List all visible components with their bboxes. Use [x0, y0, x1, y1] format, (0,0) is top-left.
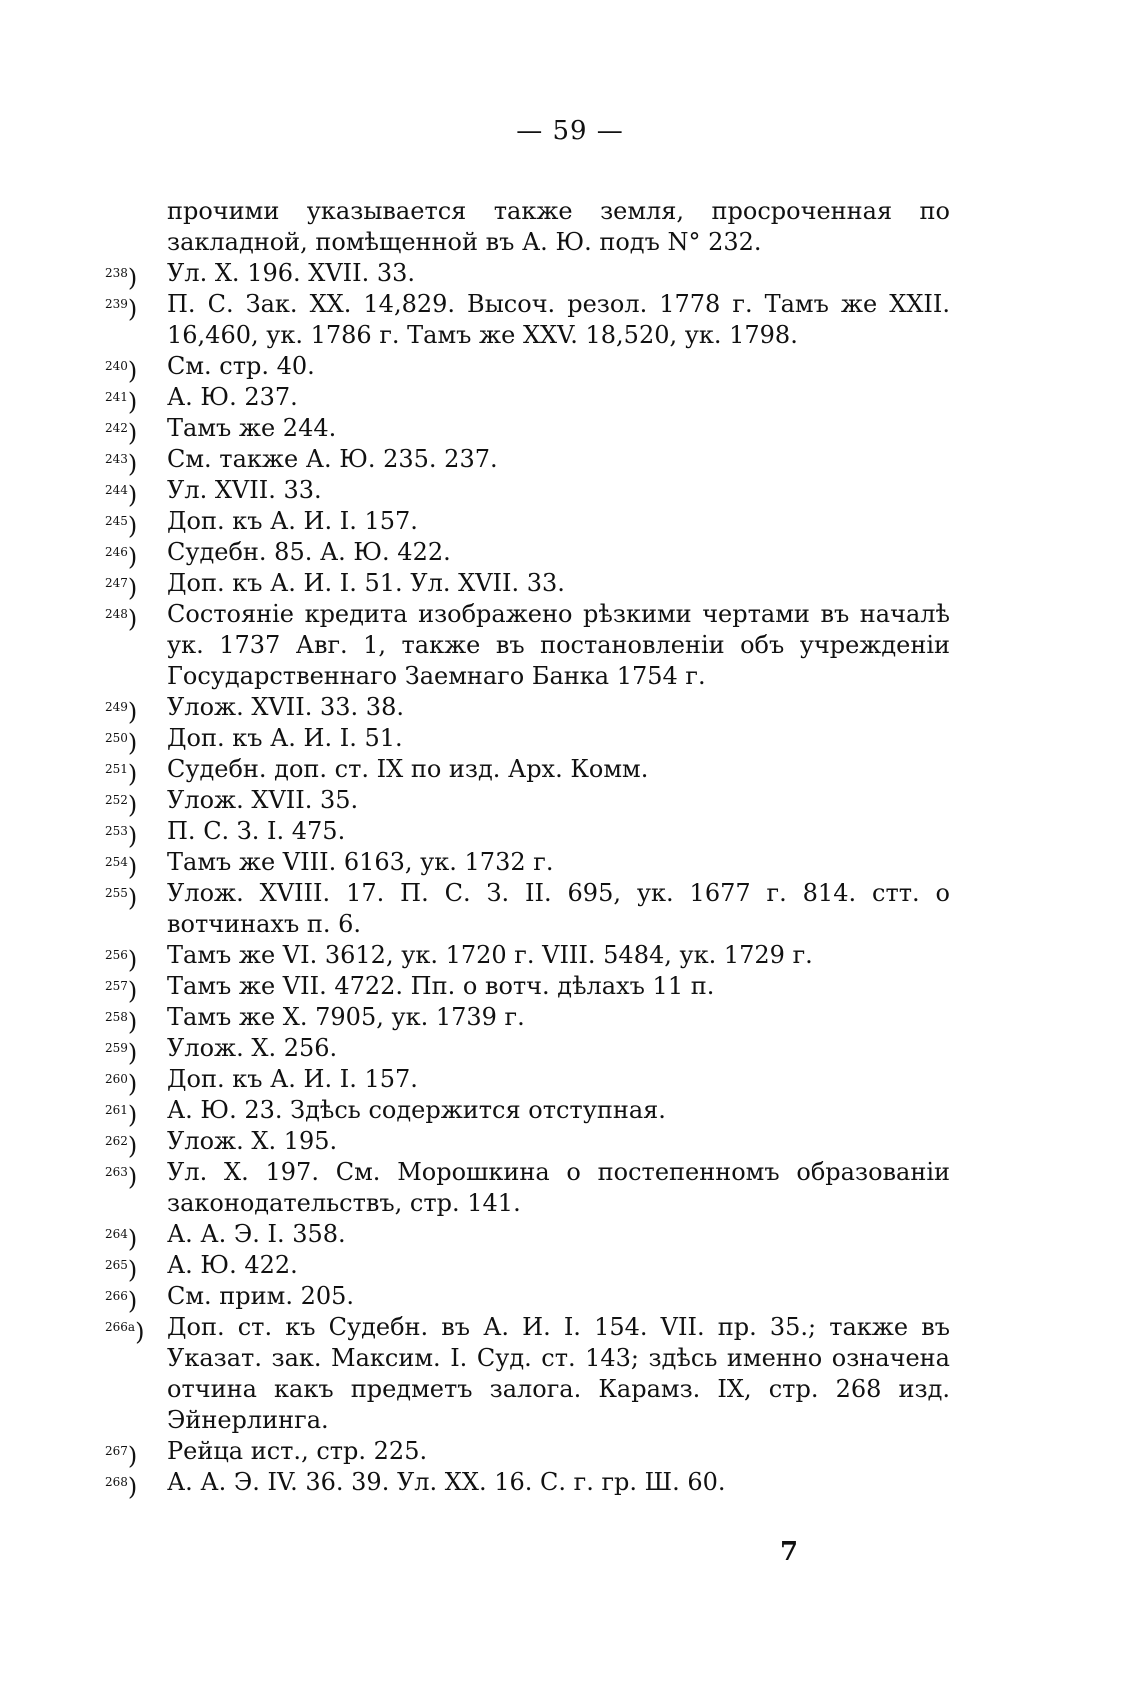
footnote-text: А. А. Э. IV. 36. 39. Ул. XX. 16. С. г. гр. Ш. 60.	[167, 1468, 726, 1496]
footnote-number-value: 242	[105, 421, 128, 435]
footnote-text: Доп. ст. къ Судебн. въ А. И. I. 154. VII. пр. 35.; также въ Указат. зак. Максим. I. Суд. ст. 143; здѣсь именно означена отчина какъ предметъ залога. Карамз. IX, стр. 268 изд. Эйнерлинга.	[167, 1313, 950, 1434]
footnotes-block	[105, 196, 950, 1501]
footnote-text: Улож. XVII. 35.	[167, 786, 359, 814]
footnote-number-value: 266	[105, 1289, 128, 1303]
footnote-text: Улож. X. 256.	[167, 1034, 338, 1062]
footnote-number: $^{268}$)	[105, 1473, 138, 1501]
footnote-item	[105, 351, 950, 385]
footnote-text: П. С. З. I. 475.	[167, 817, 346, 845]
footnote-number: $^{266}$)	[105, 1287, 138, 1315]
printer-signature-mark: 7	[780, 1537, 799, 1567]
footnote-number: $^{267}$)	[105, 1442, 138, 1470]
footnote-number: $^{238}$)	[105, 264, 138, 292]
footnote-number-value: 261	[105, 1103, 128, 1117]
footnote-item	[105, 475, 950, 509]
footnote-item	[105, 816, 950, 850]
footnote-text: Ул. X. 197. См. Морошкина о постепенномъ образованіи законодательствъ, стр. 141.	[167, 1158, 950, 1217]
footnote-item	[105, 1219, 950, 1253]
footnote-number-value: 248	[105, 607, 128, 621]
footnote-number-value: 258	[105, 1010, 128, 1024]
footnote-number: $^{249}$)	[105, 698, 138, 726]
footnote-item	[105, 940, 950, 974]
footnote-number: $^{258}$)	[105, 1008, 138, 1036]
footnote-number: $^{259}$)	[105, 1039, 138, 1067]
footnote-number-value: 265	[105, 1258, 128, 1272]
footnote-number: $^{255}$)	[105, 884, 138, 912]
footnote-item	[105, 1002, 950, 1036]
footnote-item	[105, 599, 950, 692]
footnote-number-value: 238	[105, 266, 128, 280]
footnote-number: $^{244}$)	[105, 481, 138, 509]
footnote-item	[105, 971, 950, 1005]
footnote-text: Улож. XVII. 33. 38.	[167, 693, 404, 721]
footnote-number: $^{257}$)	[105, 977, 138, 1005]
footnote-number: $^{266a}$)	[105, 1318, 145, 1346]
footnote-number-value: 245	[105, 514, 128, 528]
footnote-item	[105, 754, 950, 788]
footnote-number: $^{241}$)	[105, 388, 138, 416]
footnote-number-value: 268	[105, 1475, 128, 1489]
footnote-number-value: 257	[105, 979, 128, 993]
footnote-text: Судебн. 85. А. Ю. 422.	[167, 538, 451, 566]
footnote-number-value: 264	[105, 1227, 128, 1241]
footnote-item	[105, 1467, 950, 1501]
footnote-number-value: 263	[105, 1165, 128, 1179]
footnote-text: А. Ю. 23. Здѣсь содержится отступная.	[167, 1096, 666, 1124]
footnote-number: $^{248}$)	[105, 605, 138, 633]
footnote-number: $^{256}$)	[105, 946, 138, 974]
footnote-text: См. также А. Ю. 235. 237.	[167, 445, 498, 473]
footnote-number: $^{254}$)	[105, 853, 138, 881]
footnote-text: А. Ю. 422.	[167, 1251, 298, 1279]
footnote-number: $^{260}$)	[105, 1070, 138, 1098]
footnote-item	[105, 444, 950, 478]
footnote-text: П. С. Зак. XX. 14,829. Высоч. резол. 1778 г. Тамъ же XXII. 16,460, ук. 1786 г. Тамъ же XXV. 18,520, ук. 1798.	[167, 290, 950, 349]
footnote-text: Судебн. доп. ст. IX по изд. Арх. Комм.	[167, 755, 649, 783]
footnote-number-value: 252	[105, 793, 128, 807]
footnote-text: Тамъ же VIII. 6163, ук. 1732 г.	[167, 848, 554, 876]
footnote-number: $^{263}$)	[105, 1163, 138, 1191]
footnote-number: $^{264}$)	[105, 1225, 138, 1253]
footnote-number: $^{252}$)	[105, 791, 138, 819]
footnote-item	[105, 1250, 950, 1284]
footnote-item	[105, 506, 950, 540]
footnote-number-value: 244	[105, 483, 128, 497]
footnote-number-value: 243	[105, 452, 128, 466]
footnote-text: Доп. къ А. И. I. 157.	[167, 507, 418, 535]
footnote-item	[105, 289, 950, 351]
footnote-number-value: 254	[105, 855, 128, 869]
footnote-number: $^{265}$)	[105, 1256, 138, 1284]
footnote-item	[105, 568, 950, 602]
footnote-item	[105, 1095, 950, 1129]
footnote-text: Ул. XVII. 33.	[167, 476, 322, 504]
footnote-text: А. Ю. 237.	[167, 383, 298, 411]
footnote-item	[105, 258, 950, 292]
footnote-text: Доп. къ А. И. I. 51. Ул. XVII. 33.	[167, 569, 565, 597]
footnote-number: $^{243}$)	[105, 450, 138, 478]
footnote-number-value: 246	[105, 545, 128, 559]
footnote-text: Состояніе кредита изображено рѣзкими чертами въ началѣ ук. 1737 Авг. 1, также въ постановленіи объ учрежденіи Государственнаго Заемнаго Банка 1754 г.	[167, 600, 950, 690]
footnote-item	[105, 537, 950, 571]
footnote-number-value: 250	[105, 731, 128, 745]
footnote-item	[105, 785, 950, 819]
footnote-text: Ул. X. 196. XVII. 33.	[167, 259, 416, 287]
footnote-number-value: 259	[105, 1041, 128, 1055]
footnote-number-value: 253	[105, 824, 128, 838]
footnote-text: Рейца ист., стр. 225.	[167, 1437, 428, 1465]
footnote-number: $^{242}$)	[105, 419, 138, 447]
footnote-text: Тамъ же X. 7905, ук. 1739 г.	[167, 1003, 525, 1031]
footnote-item	[105, 1033, 950, 1067]
footnote-item	[105, 692, 950, 726]
footnote-text: Тамъ же VI. 3612, ук. 1720 г. VIII. 5484, ук. 1729 г.	[167, 941, 813, 969]
footnote-item	[105, 1281, 950, 1315]
footnote-number-value: 249	[105, 700, 128, 714]
footnote-number-value: 251	[105, 762, 128, 776]
footnote-item	[105, 1312, 950, 1436]
footnote-number-value: 241	[105, 390, 128, 404]
page-number: — 59 —	[516, 116, 624, 146]
footnote-number-value: 255	[105, 886, 128, 900]
footnote-number: $^{240}$)	[105, 357, 138, 385]
footnote-text: Улож. X. 195.	[167, 1127, 338, 1155]
footnote-number: $^{245}$)	[105, 512, 138, 540]
footnote-number: $^{246}$)	[105, 543, 138, 571]
footnote-item	[105, 1064, 950, 1098]
footnote-text: См. прим. 205.	[167, 1282, 355, 1310]
footnote-number: $^{251}$)	[105, 760, 138, 788]
footnote-list	[105, 258, 950, 1501]
footnote-number-value: 247	[105, 576, 128, 590]
footnote-text: См. стр. 40.	[167, 352, 315, 380]
footnote-number-value: 267	[105, 1444, 128, 1458]
footnote-number-value: 260	[105, 1072, 128, 1086]
footnote-number-value: 239	[105, 297, 128, 311]
footnote-text: Улож. XVIII. 17. П. С. З. II. 695, ук. 1677 г. 814. стт. о вотчинахъ п. 6.	[167, 879, 950, 938]
footnote-text: Доп. къ А. И. I. 157.	[167, 1065, 418, 1093]
footnote-item	[105, 382, 950, 416]
footnote-item	[105, 1157, 950, 1219]
footnote-number: $^{262}$)	[105, 1132, 138, 1160]
footnote-number: $^{253}$)	[105, 822, 138, 850]
footnote-text: Доп. къ А. И. I. 51.	[167, 724, 403, 752]
footnote-number: $^{239}$)	[105, 295, 138, 323]
footnote-number: $^{247}$)	[105, 574, 138, 602]
footnote-number-value: 266a	[105, 1320, 136, 1334]
footnote-text: Тамъ же 244.	[167, 414, 337, 442]
footnote-text: А. А. Э. I. 358.	[167, 1220, 346, 1248]
footnote-number: $^{250}$)	[105, 729, 138, 757]
footnote-item	[105, 1126, 950, 1160]
footnote-item	[105, 413, 950, 447]
footnote-item	[105, 878, 950, 940]
footnote-item	[105, 723, 950, 757]
footnote-number-value: 240	[105, 359, 128, 373]
footnote-number-value: 262	[105, 1134, 128, 1148]
footnote-number: $^{261}$)	[105, 1101, 138, 1129]
continued-text: прочими указывается также земля, просроченная по закладной, помѣщенной въ А. Ю. подъ N° 232.	[167, 197, 950, 256]
footnote-item	[105, 847, 950, 881]
footnote-item	[105, 1436, 950, 1470]
footnote-text: Тамъ же VII. 4722. Пп. о вотч. дѣлахъ 11 п.	[167, 972, 715, 1000]
footnote-number-value: 256	[105, 948, 128, 962]
